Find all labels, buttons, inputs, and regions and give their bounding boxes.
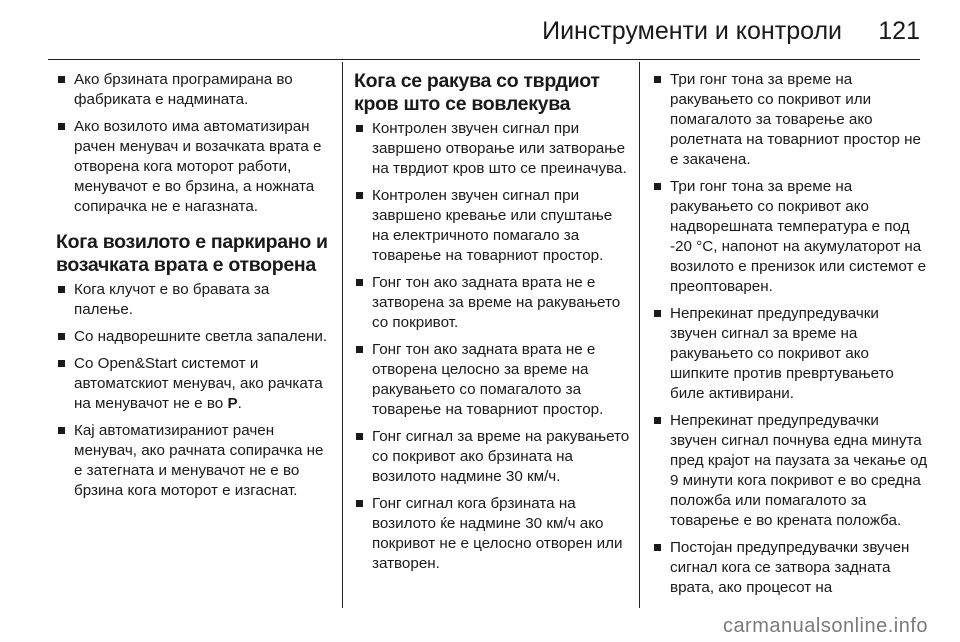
bullet-square-icon	[356, 500, 363, 507]
bullet-square-icon	[58, 360, 65, 367]
bullet-square-icon	[654, 183, 661, 190]
bullet-square-icon	[356, 346, 363, 353]
list-item: Со надворешните светла запалени.	[58, 327, 328, 347]
bullet-square-icon	[654, 544, 661, 551]
bullet-square-icon	[58, 286, 65, 293]
header-divider	[48, 59, 920, 60]
bullet-square-icon	[654, 76, 661, 83]
intro-list	[58, 70, 328, 217]
page-number: 121	[878, 17, 920, 45]
bullet-square-icon	[58, 427, 65, 434]
list-item: Непрекинат предупредувачки звучен сигнал почнува една минута пред крајот на паузата за чекање од 9 минути кога покривот е во средна положба или помагалото за товарење е во крената положба.	[654, 411, 930, 531]
bullet-square-icon	[356, 279, 363, 286]
bullet-square-icon	[58, 333, 65, 340]
gear-position-p: P	[227, 395, 238, 412]
list-item: Постојан предупредувачки звучен сигнал кога се затвора задната врата, ако процесот на	[654, 538, 930, 598]
column-middle	[356, 70, 630, 612]
list-item: Непрекинат предупредувачки звучен сигнал за време на ракувањето со покривот ако шипките против превртувањето биле активирани.	[654, 304, 930, 404]
list-item: Ако брзината програмирана во фабриката е надмината.	[58, 70, 328, 110]
column-divider-1	[342, 62, 343, 608]
column-left	[58, 70, 328, 612]
bullet-square-icon	[654, 310, 661, 317]
bullet-square-icon	[58, 123, 65, 130]
list-item: Контролен звучен сигнал при завршено отворање или затворање на тврдиот кров што се преиначува.	[356, 119, 630, 179]
list-item: Гонг сигнал кога брзината на возилото ќе надмине 30 км/ч ако покривот не е целосно отворен или затворен.	[356, 494, 630, 574]
chapter-title: Иинструменти и контроли	[542, 17, 842, 45]
list-item: Три гонг тона за време на ракувањето со покривот ако надворешната температура е под -20 °C, напонот на акумулаторот на возилото е пренизок или системот е преоптоварен.	[654, 177, 930, 297]
column-right	[654, 70, 930, 612]
list-item: Кај автоматизираниот рачен менувач, ако рачната сопирачка не е затегната и менувачот не е во брзина кога моторот е изгаснат.	[58, 421, 328, 501]
column-divider-2	[639, 62, 640, 608]
section-heading-parked: Кога возилото е паркирано и возачката врата е отворена	[56, 231, 328, 276]
list-item: Кога клучот е во бравата за палење.	[58, 280, 328, 320]
parked-list	[58, 280, 328, 501]
list-item: Со Open&Start системот и автоматскиот менувач, ако рачката на менувачот не е во P.	[58, 354, 328, 414]
list-item: Три гонг тона за време на ракувањето со покривот или помагалото за товарење ако ролетната на товарниот простор не е закачена.	[654, 70, 930, 170]
list-item: Ако возилото има автоматизиран рачен менувач и возачката врата е отворена кога моторот работи, менувачот е во брзина, а ножната сопирачка не е нагазната.	[58, 117, 328, 217]
bullet-square-icon	[58, 76, 65, 83]
bullet-square-icon	[356, 433, 363, 440]
bullet-square-icon	[356, 125, 363, 132]
list-item: Гонг сигнал за време на ракувањето со покривот ако брзината на возилото надмине 30 км/ч.	[356, 427, 630, 487]
page-header	[0, 0, 960, 60]
warning-list	[654, 70, 930, 598]
section-heading-roof: Кога се ракува со тврдиот кров што се вовлекува	[354, 70, 600, 115]
bullet-square-icon	[654, 417, 661, 424]
bullet-square-icon	[356, 192, 363, 199]
list-item: Гонг тон ако задната врата не е затворена за време на ракувањето со покривот.	[356, 273, 630, 333]
list-item: Гонг тон ако задната врата не е отворена целосно за време на ракувањето со помагалото за товарење на товарниот простор.	[356, 340, 630, 420]
list-item: Контролен звучен сигнал при завршено кревање или спуштање на електричното помагало за товарење на товарниот простор.	[356, 186, 630, 266]
roof-list	[356, 119, 630, 574]
watermark: carmanualsonline.info	[722, 615, 928, 637]
